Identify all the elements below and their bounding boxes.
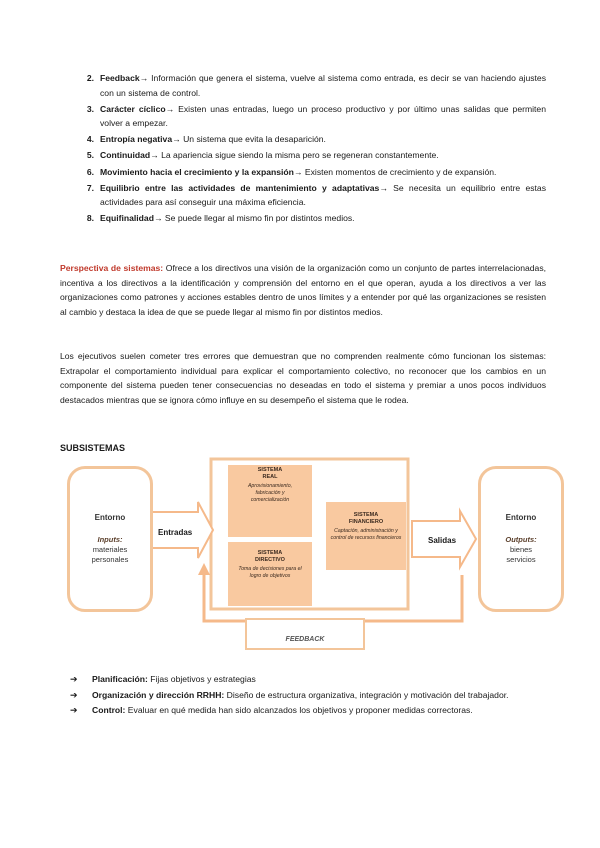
real-title-2: REAL xyxy=(262,474,278,480)
bullet-term: Planificación: xyxy=(92,674,148,684)
inputs-label: Inputs: xyxy=(97,535,123,544)
inputs-line-1: materiales xyxy=(92,545,128,554)
salidas-label: Salidas xyxy=(428,536,457,545)
arrow-glyph: → xyxy=(293,166,303,177)
arrow-glyph: → xyxy=(172,134,181,145)
perspectiva-text: Ofrece a los directivos una visión de la organización como un conjunto de partes interrelacionadas, incentiva a los directivos a la identificación y comprensión del entorno en el que operan, ayuda a los directivos a ver las organizaciones como patrones y acciones estables dentro de unos límites y a entender por qué las organizaciones se resisten al cambio y destaca la idea de que se puede llegar al mismo fin por distintos medios. xyxy=(60,263,546,317)
entradas-label: Entradas xyxy=(158,528,193,537)
arrow-bullet-icon: ➔ xyxy=(70,689,78,700)
item-number: 6. xyxy=(86,166,94,177)
list-item xyxy=(60,165,546,180)
outputs-label: Outputs: xyxy=(505,535,537,544)
list-item xyxy=(60,181,546,210)
item-term: Carácter cíclico xyxy=(100,103,166,114)
bullet-term: Organización y dirección RRHH: xyxy=(92,689,225,700)
left-environment-box xyxy=(67,466,153,612)
item-term: Feedback xyxy=(100,73,140,83)
feedback-arrowhead xyxy=(198,563,210,575)
subsystems-diagram xyxy=(0,455,600,665)
right-environment-box xyxy=(478,466,564,612)
list-item xyxy=(60,102,546,131)
item-text: Se puede llegar al mismo fin por distintos medios. xyxy=(162,213,355,224)
item-number: 3. xyxy=(86,103,94,114)
item-text: La apariencia sigue siendo la misma pero se regeneran constantemente. xyxy=(158,150,439,161)
arrow-glyph: → xyxy=(379,182,388,193)
sistema-real-box xyxy=(228,465,312,537)
item-term: Equifinalidad xyxy=(100,213,154,224)
bullet-term: Control: xyxy=(92,705,126,716)
bullet-list xyxy=(70,672,550,719)
bullet-text: Fijas objetivos y estrategias xyxy=(147,674,256,684)
real-title-1: SISTEMA xyxy=(257,467,283,473)
item-text: Se necesita un equilibrio entre estas actividades para así conseguir una máxima eficiencia. xyxy=(100,182,546,208)
outputs-line-2: servicios xyxy=(506,555,536,564)
bullet-text: Diseño de estructura organizativa, integración y motivación del trabajador. xyxy=(224,689,509,700)
perspectiva-paragraph xyxy=(60,261,546,319)
list-item xyxy=(60,132,546,147)
arrow-glyph: → xyxy=(165,103,175,114)
item-number: 8. xyxy=(86,213,94,224)
bullet-text: Evaluar en qué medida han sido alcanzados los objetivos y proponer medidas correctoras. xyxy=(125,705,473,716)
item-number: 4. xyxy=(86,134,94,145)
arrow-bullet-icon: ➔ xyxy=(70,674,78,684)
item-text: Información que genera el sistema, vuelve al sistema como entrada, es decir se van haciendo ajustes con un sistema de control. xyxy=(100,73,546,98)
inputs-line-2: personales xyxy=(91,555,129,564)
list-item xyxy=(70,672,550,687)
sistema-directivo-box xyxy=(228,542,312,606)
real-desc: Aprovisionamiento, fabricación y comercialización xyxy=(247,483,293,503)
list-item xyxy=(60,148,546,163)
item-term: Movimiento hacia el crecimiento y la expansión xyxy=(100,166,294,177)
financiero-desc: Captación, administración y control de recursos financieros xyxy=(330,528,402,541)
right-env-title: Entorno xyxy=(505,513,537,522)
item-number: 2. xyxy=(86,73,94,83)
item-term: Entropía negativa xyxy=(100,134,173,145)
arrow-bullet-icon: ➔ xyxy=(70,705,78,716)
item-term: Equilibrio entre las actividades de mantenimiento y adaptativas xyxy=(100,182,380,193)
directivo-title-1: SISTEMA xyxy=(257,550,283,556)
list-item xyxy=(60,71,546,100)
numbered-list xyxy=(60,71,546,227)
arrow-glyph: → xyxy=(153,213,163,224)
perspectiva-label: Perspectiva de sistemas: xyxy=(60,263,164,273)
directivo-title-2: DIRECTIVO xyxy=(255,557,285,563)
item-text: Existen momentos de crecimiento y de expansión. xyxy=(302,166,497,177)
list-item xyxy=(70,688,550,703)
section-title: SUBSISTEMAS xyxy=(60,443,126,453)
arrow-glyph: → xyxy=(139,73,149,83)
feedback-label: FEEDBACK xyxy=(285,636,325,643)
item-text: Un sistema que evita la desaparición. xyxy=(180,134,326,145)
list-item xyxy=(70,703,550,718)
arrow-glyph: → xyxy=(150,150,159,161)
financiero-title-1: SISTEMA xyxy=(353,512,379,518)
item-number: 7. xyxy=(86,182,94,193)
list-item xyxy=(60,211,546,226)
item-number: 5. xyxy=(86,150,94,161)
financiero-title-2: FINANCIERO xyxy=(348,519,384,525)
directivo-desc: Toma de decisiones para el logro de objetivos xyxy=(238,566,302,579)
item-text: Existen unas entradas, luego un proceso productivo y por último unas salidas que permiten volver a empezar. xyxy=(100,103,546,129)
outputs-line-1: bienes xyxy=(509,545,533,554)
left-env-title: Entorno xyxy=(94,513,126,522)
errores-paragraph: Los ejecutivos suelen cometer tres errores que demuestran que no comprenden realmente cómo funcionan los sistemas: Extrapolar el comportamiento individual para explicar el comportamiento colectivo, no reconocer que los cambios en un componente del sistema pueden tener consecuencias no deseadas en todo el sistema y premiar a unos pocos individuos destacados mientras que se ignora cómo influye en su desempeño el sistema que le rodea. xyxy=(60,351,546,405)
item-term: Continuidad xyxy=(100,150,151,161)
sistema-financiero-box xyxy=(326,502,406,570)
